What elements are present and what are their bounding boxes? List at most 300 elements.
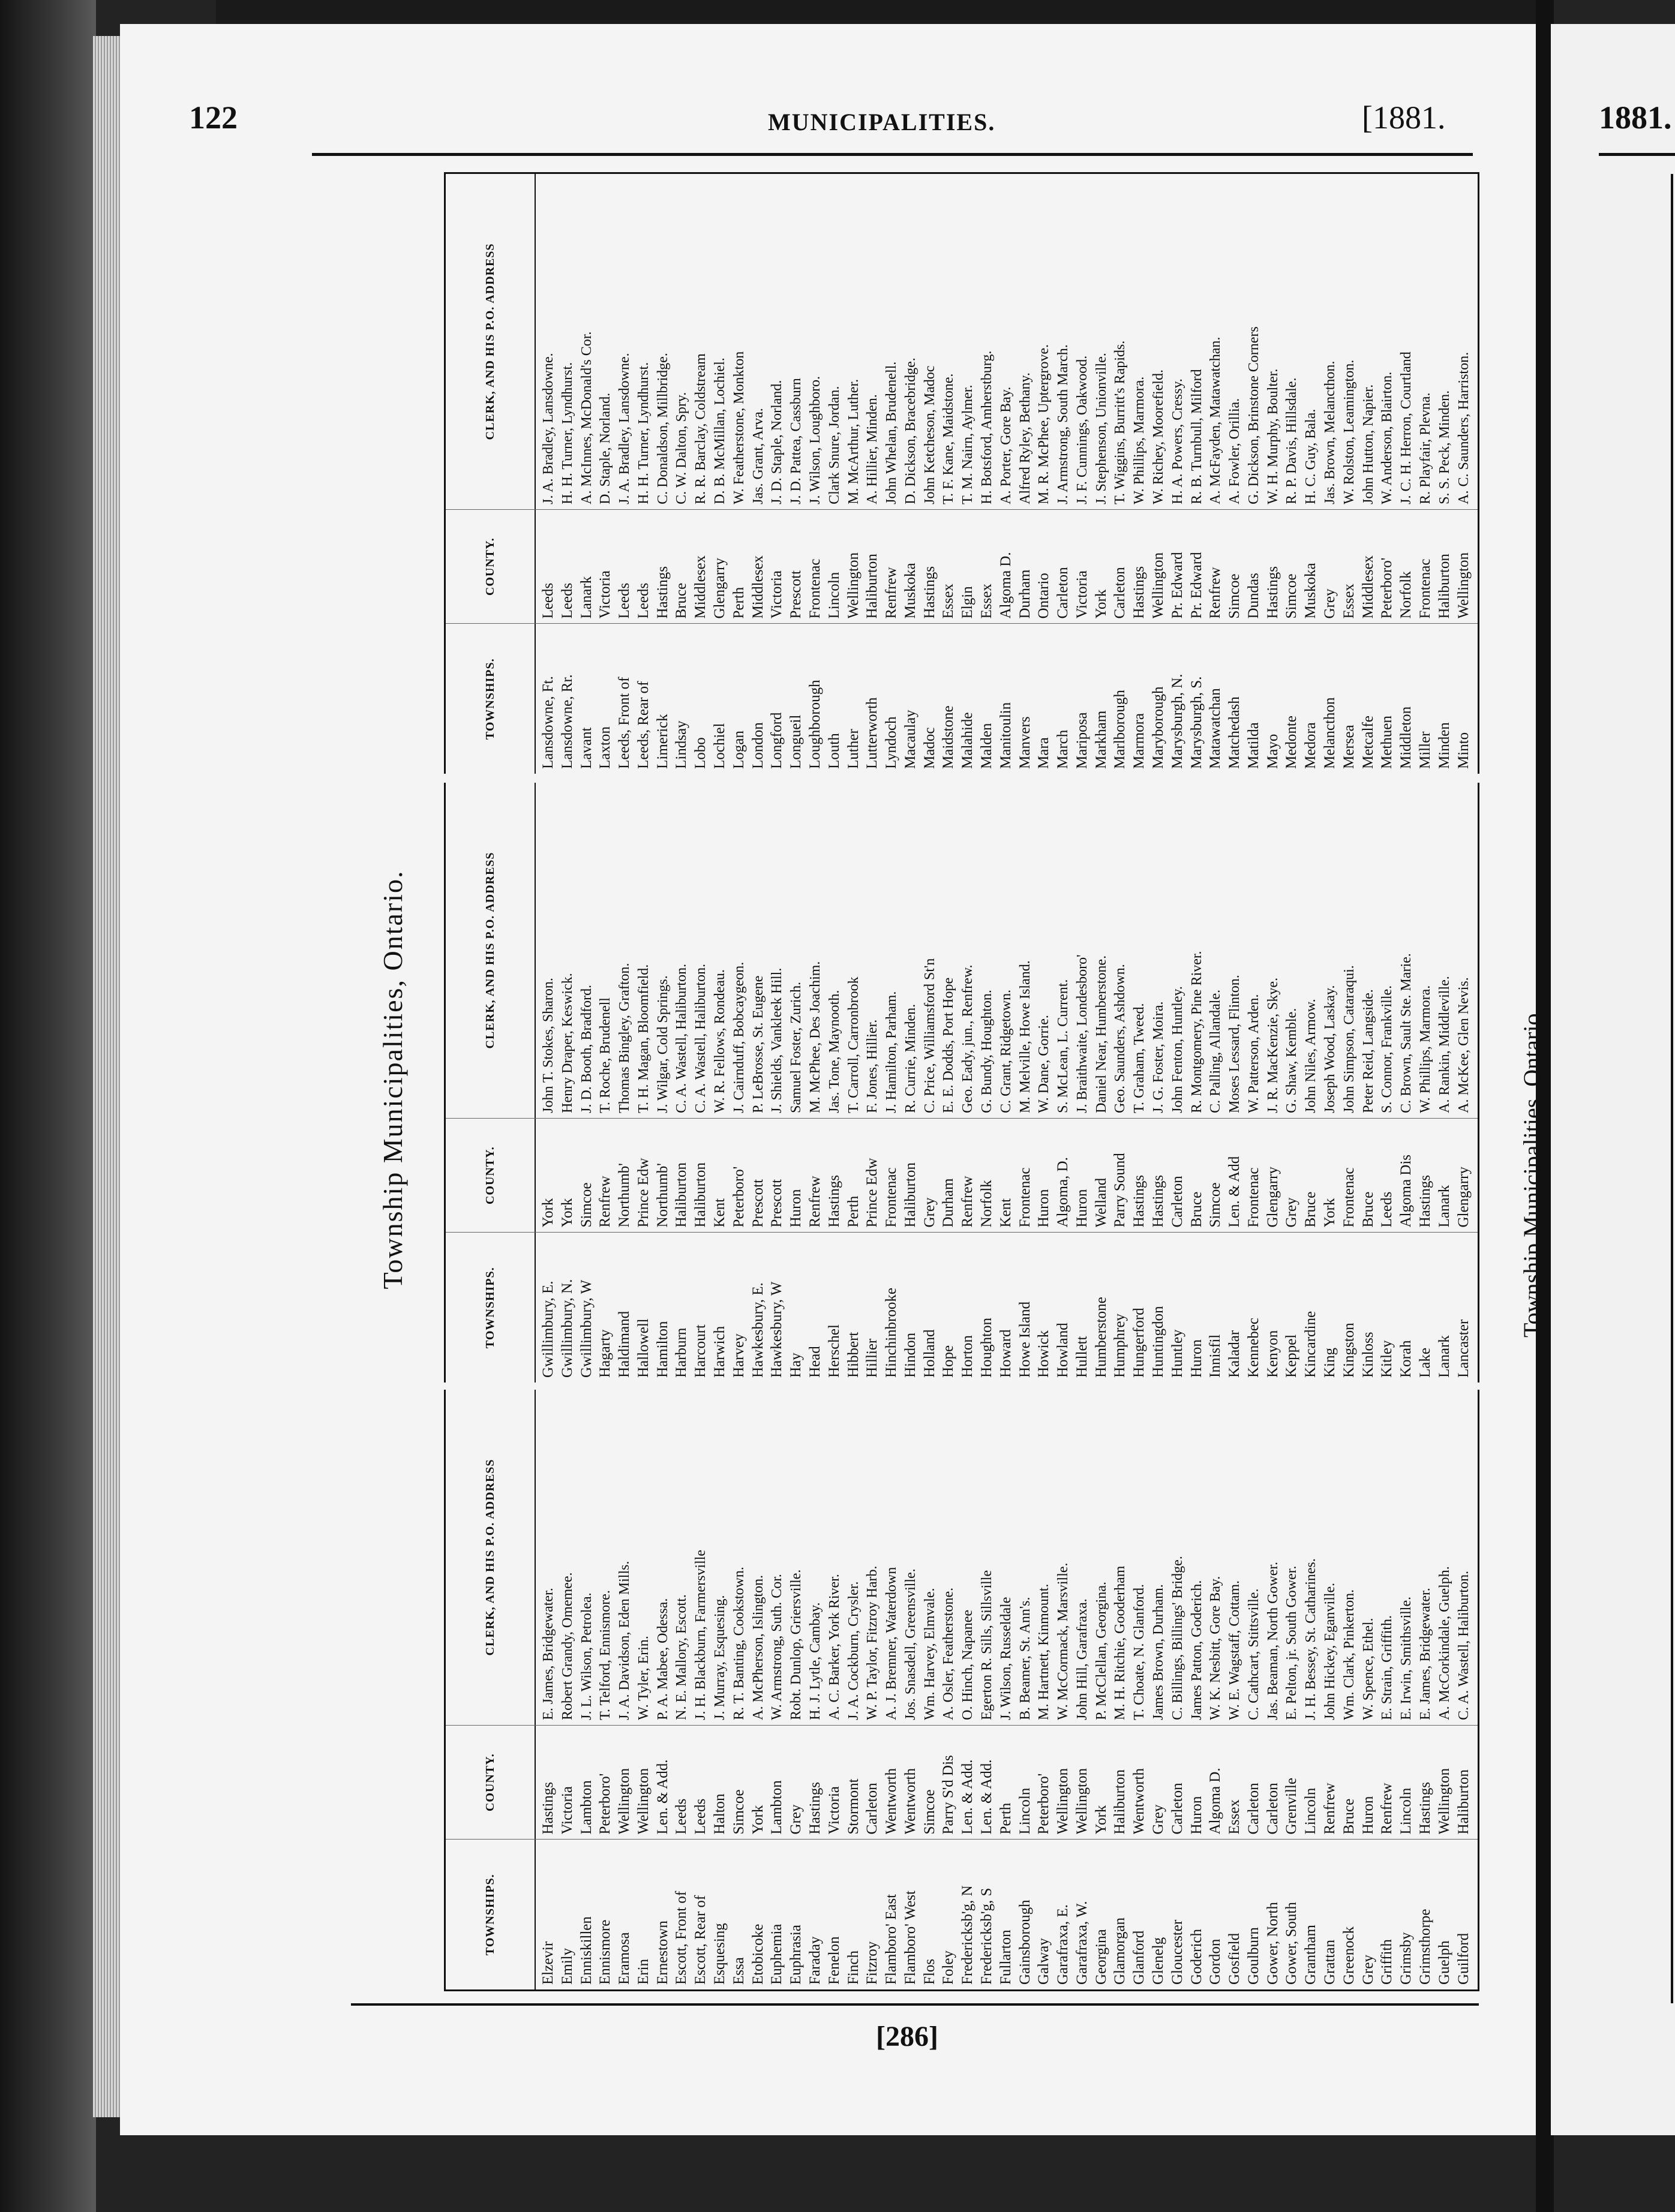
clerk-cell: J. Stephenson, Unionville. xyxy=(1093,353,1109,504)
township-cell: Enniskillen xyxy=(578,1916,595,1985)
clerk-cell: R. B. Turnbull, Milford xyxy=(1188,369,1205,504)
county-cell: Carleton xyxy=(1264,1783,1281,1835)
county-cell: York xyxy=(749,1805,766,1835)
township-cell: Harcourt xyxy=(692,1324,709,1378)
clerk-cell: W. R. Fellows, Rondeau. xyxy=(712,969,728,1113)
township-cell: Lancaster xyxy=(1455,1319,1472,1378)
county-cell: Leeds xyxy=(559,582,575,619)
township-cell: Fredericksb'g, N xyxy=(959,1885,976,1985)
county-cell: Glengarry xyxy=(1455,1167,1472,1228)
clerk-cell: A. McCorkindale, Guelph. xyxy=(1436,1566,1452,1720)
clerk-cell: G. Dickson, Brinstone Corners xyxy=(1245,326,1262,504)
county-cell: Wellington xyxy=(845,552,861,619)
county-cell: Renfrew xyxy=(959,1176,976,1228)
clerk-cell: John Simpson, Cataraqui. xyxy=(1341,965,1357,1113)
clerk-cell: H. C. Guy, Bala. xyxy=(1303,408,1319,504)
township-cell: Finch xyxy=(845,1950,861,1985)
township-cell: Marmora xyxy=(1131,713,1148,769)
clerk-cell: T. Roche, Brudenell xyxy=(598,997,614,1113)
clerk-cell: Joseph Wood, Laskay. xyxy=(1322,985,1338,1113)
column-header-townships: TOWNSHIPS. xyxy=(446,1840,536,1990)
column-header-county: COUNTY. xyxy=(446,510,536,624)
township-cell: Melancthon xyxy=(1322,697,1338,769)
clerk-cell: A. McInnes, McDonald's Cor. xyxy=(578,331,595,504)
clerk-cell: C. Cathcart, Stittsville. xyxy=(1245,1588,1262,1720)
township-cell: Euphrasia xyxy=(788,1925,805,1985)
county-cell: Welland xyxy=(1092,1177,1109,1228)
townships-column xyxy=(446,1840,1478,1990)
county-list xyxy=(536,1119,1478,1233)
township-cell: Etobicoke xyxy=(749,1924,766,1985)
township-cell: Metcalfe xyxy=(1359,716,1376,769)
county-cell: Victoria xyxy=(1073,570,1090,619)
township-cell: Limerick xyxy=(654,714,671,769)
township-cell: Fullarton xyxy=(997,1930,1014,1985)
clerk-cell: J. Wilson, Russeldale xyxy=(998,1597,1014,1720)
county-cell: Wellington xyxy=(1455,552,1472,619)
township-cell: Gwillimbury, N. xyxy=(559,1279,575,1378)
county-cell: Norfolk xyxy=(1398,571,1415,619)
county-cell: Huron xyxy=(1073,1189,1090,1228)
county-cell: Perth xyxy=(730,587,747,619)
township-cell: Eramosa xyxy=(616,1932,633,1985)
clerk-cell: W. McCormack, Marsville. xyxy=(1055,1562,1071,1720)
township-cell: Hungerford xyxy=(1131,1308,1148,1378)
township-cell: Garafraxa, E. xyxy=(1055,1904,1071,1985)
county-cell: Hastings xyxy=(806,1782,823,1835)
scan-top-border xyxy=(216,0,1554,24)
clerk-cell: S. McLean, L. Current. xyxy=(1055,979,1071,1113)
county-cell: Hastings xyxy=(1131,1175,1148,1228)
county-cell: Hastings xyxy=(1264,566,1281,619)
county-cell: Leeds xyxy=(540,582,556,619)
clerk-cell: James Brown, Durham. xyxy=(1151,1584,1166,1720)
scan-left-margin xyxy=(0,0,96,2212)
township-cell: Gower, North xyxy=(1264,1902,1281,1985)
clerk-cell: E. James, Bridgewater. xyxy=(541,1588,556,1720)
township-cell: Fenelon xyxy=(826,1936,842,1985)
township-cell: Matilda xyxy=(1245,722,1262,769)
clerk-cell: W. P. Taylor, Fitzroy Harb. xyxy=(864,1565,881,1720)
clerk-cell: Alfred Ryley, Bethany. xyxy=(1017,372,1033,504)
clerk-cell: Geo. Saunders, Ashdown. xyxy=(1112,964,1128,1113)
clerk-cell: John Hill, Garafraxa. xyxy=(1074,1598,1090,1720)
county-cell: Hastings xyxy=(1131,566,1148,619)
township-cell: March xyxy=(1055,729,1071,769)
township-cell: Korah xyxy=(1398,1340,1415,1378)
clerk-cell: John Ketcheson, Madoc xyxy=(921,365,938,504)
clerk-cell: O. Hinch, Napanee xyxy=(960,1609,976,1720)
clerk-cell: Clark Snure, Jordan. xyxy=(826,386,842,504)
township-cell: Longueil xyxy=(788,714,805,769)
county-cell: Pr. Edward xyxy=(1188,552,1205,619)
county-cell: Haliburton xyxy=(1112,1769,1128,1835)
township-cell: Manvers xyxy=(1016,716,1033,769)
township-cell: Euphemia xyxy=(769,1924,785,1985)
clerk-cell: J. A. Davidson, Eden Mills. xyxy=(617,1561,633,1720)
township-cell: Foley xyxy=(940,1950,957,1985)
page-year: [1881. xyxy=(1362,100,1446,136)
clerk-cell: Jas. Brown, Melancthon. xyxy=(1322,360,1338,504)
county-cell: Wellington xyxy=(1436,1768,1452,1835)
township-cell: Hope xyxy=(940,1345,957,1378)
county-cell: Peterboro' xyxy=(730,1166,747,1228)
county-cell: Wellington xyxy=(1055,1768,1071,1835)
clerk-cell: C. Grant, Ridgetown. xyxy=(998,989,1014,1113)
county-cell: Haliburton xyxy=(1455,1769,1472,1835)
county-cell: Muskoka xyxy=(1302,563,1319,619)
county-cell: Leeds xyxy=(673,1798,690,1835)
clerk-cell: P. A. Mabee, Odessa. xyxy=(655,1598,671,1720)
clerk-cell: A. Porter, Gore Bay. xyxy=(998,386,1014,504)
county-cell: Grey xyxy=(1322,588,1338,619)
clerk-cell: T. M. Nairn, Aylmer. xyxy=(960,384,976,504)
township-cell: Medora xyxy=(1302,722,1319,769)
county-cell: Glengarry xyxy=(712,558,728,619)
clerk-cell: M. R. McPhee, Uptergrove. xyxy=(1036,344,1052,504)
township-cell: Miller xyxy=(1416,731,1433,769)
township-cell: Hawkesbury, W xyxy=(769,1281,785,1378)
county-cell: Bruce xyxy=(673,582,690,619)
page-number: 122 xyxy=(189,100,238,136)
clerk-cell: John Whelan, Brudenell. xyxy=(884,361,900,504)
clerk-cell: T. Carroll, Carronbrook xyxy=(845,976,861,1113)
clerk-cell: W. Spence, Ethel. xyxy=(1360,1618,1376,1720)
clerk-cell: A. McKee, Glen Nevis. xyxy=(1455,977,1472,1113)
county-cell: Frontenac xyxy=(806,558,823,619)
county-cell: Simcoe xyxy=(730,1789,747,1835)
clerk-cell: J. A. Cockburn, Crysler. xyxy=(845,1581,861,1720)
county-cell: York xyxy=(559,1198,575,1228)
county-cell: Prince Edw xyxy=(864,1158,881,1228)
county-cell: Huron xyxy=(1035,1189,1052,1228)
county-cell: Ontario xyxy=(1035,573,1052,619)
county-cell: Frontenac xyxy=(1016,1167,1033,1228)
clerk-cell: M. H. Ritchie, Gooderham xyxy=(1112,1565,1128,1720)
county-cell: Victoria xyxy=(826,1786,842,1835)
township-cell: Emily xyxy=(559,1947,575,1985)
township-cell: Laxton xyxy=(597,726,614,769)
township-cell: Lanark xyxy=(1436,1335,1452,1378)
county-cell: Prince Edw xyxy=(635,1158,652,1228)
township-cell: Grimsby xyxy=(1398,1932,1415,1985)
clerk-column xyxy=(446,783,1478,1118)
clerk-column xyxy=(446,174,1478,509)
county-cell: Simcoe xyxy=(921,1789,938,1835)
township-cell: Innisfil xyxy=(1207,1334,1224,1378)
township-cell: Erin xyxy=(635,1958,652,1985)
township-cell: Mersea xyxy=(1340,725,1357,769)
township-cell: Hay xyxy=(788,1353,805,1378)
column-header-county: COUNTY. xyxy=(446,1119,536,1233)
clerk-cell: J. Shields, Vankleek Hill. xyxy=(769,967,785,1113)
county-cell: Renfrew xyxy=(1379,1783,1395,1835)
township-cell: Guilford xyxy=(1455,1933,1472,1985)
clerk-cell: John T. Stokes, Sharon. xyxy=(541,978,556,1113)
township-cell: Ennismore xyxy=(597,1919,614,1985)
township-cell: Ernestown xyxy=(654,1921,671,1985)
clerk-list xyxy=(536,174,1478,509)
clerk-cell: W. Armstrong, Suth. Cor. xyxy=(769,1574,785,1720)
township-cell: Matchedash xyxy=(1226,696,1243,769)
county-cell: Carleton xyxy=(1245,1783,1262,1835)
county-cell: Wentworth xyxy=(883,1768,900,1835)
township-cell: Marysburgh, S. xyxy=(1188,676,1205,769)
township-cell: Minto xyxy=(1455,732,1472,769)
county-cell: Parry S'd Dis xyxy=(940,1755,957,1835)
township-cell: Escott, Front of xyxy=(673,1891,690,1985)
county-cell: Carleton xyxy=(1055,567,1071,619)
township-cell: Gower, South xyxy=(1283,1902,1300,1985)
table-title: Township Municipalities, Ontario. xyxy=(377,870,408,1290)
township-cell: Lavant xyxy=(578,727,595,769)
county-cell: Carleton xyxy=(1112,567,1128,619)
township-cell: King xyxy=(1322,1348,1338,1378)
clerk-list xyxy=(536,1390,1478,1725)
clerk-cell: J. R. MacKenzie, Skye. xyxy=(1265,977,1281,1113)
township-cell: Kingston xyxy=(1340,1323,1357,1378)
clerk-cell: J. Armstrong, South March. xyxy=(1055,344,1071,504)
township-cell: Kennebec xyxy=(1245,1318,1262,1378)
clerk-cell: H. A. Powers, Cressy. xyxy=(1169,378,1185,504)
table-block-3 xyxy=(444,172,1479,774)
county-cell: Middlesex xyxy=(692,555,709,619)
clerk-cell: J. Cairnduff, Bobcaygeon. xyxy=(731,961,747,1113)
facing-table-border xyxy=(1671,174,1673,2003)
county-cell: York xyxy=(1322,1198,1338,1228)
county-cell: Perth xyxy=(845,1195,861,1228)
clerk-cell: Egerton R. Sills, Sillsville xyxy=(978,1570,995,1720)
county-cell: Glengarry xyxy=(1264,1167,1281,1228)
clerk-cell: T. Wiggins, Burritt's Rapids. xyxy=(1112,340,1128,504)
clerk-cell: E. Irwin, Smithsville. xyxy=(1398,1596,1415,1720)
township-cell: Flamboro' West xyxy=(902,1891,918,1985)
township-cell: Glamorgan xyxy=(1112,1917,1128,1985)
township-cell: Marlborough xyxy=(1112,690,1128,769)
clerk-cell: J. C. H. Herron, Courtland xyxy=(1398,351,1415,504)
township-cell: Garafraxa, W. xyxy=(1073,1901,1090,1985)
clerk-cell: C. A. Wastell, Haliburton. xyxy=(1455,1570,1472,1720)
clerk-cell: C. A. Wastell, Haliburton. xyxy=(693,963,709,1113)
township-cell: Mariposa xyxy=(1073,712,1090,769)
column-header-county: COUNTY. xyxy=(446,1726,536,1840)
clerk-cell: D. Staple, Norland. xyxy=(598,392,614,504)
clerk-cell: A. Osler, Featherstone. xyxy=(941,1587,957,1720)
clerk-cell: C. Price, Williamsford St'n xyxy=(921,958,938,1113)
county-cell: Wellington xyxy=(635,1768,652,1835)
township-cell: Harvey xyxy=(730,1333,747,1378)
clerk-cell: R. Playfair, Plevna. xyxy=(1417,392,1433,504)
township-cell: Haldimand xyxy=(616,1311,633,1378)
clerk-cell: Robt. Dunlop, Griersville. xyxy=(788,1569,805,1720)
clerk-cell: A. McPherson, Islington. xyxy=(750,1574,766,1720)
clerk-cell: W. Featherstone, Monkton xyxy=(731,351,747,504)
clerk-cell: Wm. Clark, Pinkerton. xyxy=(1341,1589,1357,1720)
clerk-cell: W. Rolston, Leamington. xyxy=(1341,359,1357,504)
township-cell: Lochiel xyxy=(712,723,728,769)
township-cell: Louth xyxy=(826,733,842,769)
clerk-cell: E. E. Dodds, Port Hope xyxy=(941,977,957,1113)
clerk-cell: A. Hillier, Minden. xyxy=(864,394,881,504)
township-cell: Harburn xyxy=(673,1327,690,1378)
township-cell: Horton xyxy=(959,1335,976,1378)
clerk-cell: H. H. Turner, Lyndhurst. xyxy=(559,362,575,504)
county-cell: Haliburton xyxy=(692,1162,709,1228)
township-cell: Middleton xyxy=(1398,706,1415,769)
county-cell: Durham xyxy=(1016,569,1033,619)
clerk-cell: A. C. Barker, York River. xyxy=(826,1574,842,1720)
county-cell: Len. & Add. xyxy=(959,1759,976,1835)
township-cell: Kitley xyxy=(1379,1340,1395,1378)
township-cell: Mara xyxy=(1035,737,1052,769)
township-cell: Hillier xyxy=(864,1338,881,1378)
county-cell: Grey xyxy=(788,1804,805,1835)
clerk-cell: R. P. Davis, Hillsdale. xyxy=(1284,377,1300,504)
county-cell: Hastings xyxy=(654,566,671,619)
township-cell: Malahide xyxy=(959,712,976,769)
clerk-cell: John Fenton, Huntley. xyxy=(1169,986,1185,1113)
clerk-cell: S. S. Peck, Minden. xyxy=(1436,390,1452,504)
township-cell: Manitoulin xyxy=(997,702,1014,769)
clerk-cell: W. Phillips, Marmora. xyxy=(1417,985,1433,1113)
township-cell: Howick xyxy=(1035,1330,1052,1378)
clerk-cell: J. Braithwaite, Londesboro' xyxy=(1074,954,1090,1113)
county-cell: Haliburton xyxy=(1436,554,1452,619)
county-cell: Victoria xyxy=(597,570,614,619)
township-cell: Gwillimbury, W xyxy=(578,1279,595,1378)
township-cell: Longford xyxy=(769,712,785,769)
county-cell: Essex xyxy=(978,584,995,619)
township-cell: Fredericksb'g, S xyxy=(978,1888,995,1985)
clerk-cell: C. Donaldson, Millbridge. xyxy=(655,353,671,504)
county-cell: Wentworth xyxy=(1131,1768,1148,1835)
county-cell: Parry Sound xyxy=(1112,1153,1128,1228)
clerk-cell: Wm. Harvey, Elmvale. xyxy=(921,1588,938,1720)
township-cell: Fitzroy xyxy=(864,1941,881,1985)
county-cell: Wellington xyxy=(616,1768,633,1835)
clerk-cell: W. Patterson, Arden. xyxy=(1245,994,1262,1113)
column-header-clerk: CLERK, AND HIS P.O. ADDRESS xyxy=(446,1390,536,1725)
clerk-cell: W. Phillips, Marmora. xyxy=(1131,376,1148,504)
township-cell: Minden xyxy=(1436,722,1452,769)
clerk-cell: M. Hartnett, Kinmount. xyxy=(1036,1583,1052,1720)
clerk-cell: J. D. Staple, Norland. xyxy=(769,380,785,504)
county-cell: Carleton xyxy=(1169,1176,1185,1228)
clerk-cell: Robert Grandy, Omemee. xyxy=(559,1572,575,1720)
county-column xyxy=(446,509,1478,624)
county-cell: Kent xyxy=(997,1198,1014,1228)
clerk-cell: E. Pelton, jr. South Gower. xyxy=(1284,1565,1300,1720)
facing-page xyxy=(1551,24,1675,2135)
township-cell: Lutterworth xyxy=(864,697,881,769)
county-cell: Prescott xyxy=(749,1179,766,1228)
clerk-cell: J. G. Foster, Moira. xyxy=(1151,1001,1166,1113)
county-cell: Leeds xyxy=(616,582,633,619)
township-cell: Grantham xyxy=(1302,1925,1319,1985)
county-cell: Victoria xyxy=(559,1786,575,1835)
county-cell: Lincoln xyxy=(1302,1787,1319,1835)
township-cell: Hawkesbury, E. xyxy=(749,1282,766,1378)
county-cell: Lincoln xyxy=(1016,1787,1033,1835)
county-cell: Lincoln xyxy=(826,572,842,619)
clerk-cell: Jos. Snasdell, Greensville. xyxy=(902,1568,918,1720)
township-cell: Humphrey xyxy=(1112,1314,1128,1378)
county-cell: Essex xyxy=(1340,584,1357,619)
county-cell: Pr. Edward xyxy=(1169,552,1185,619)
clerk-cell: W. H. Murphy, Boulter. xyxy=(1265,368,1281,504)
county-cell: Simcoe xyxy=(1207,1182,1224,1228)
township-cell: Medonte xyxy=(1283,716,1300,769)
township-cell: Leeds, Rear of xyxy=(635,681,652,769)
clerk-cell: Henry Draper, Keswick. xyxy=(559,973,575,1113)
county-cell: Prescott xyxy=(788,570,805,619)
township-cell: Howe Island xyxy=(1016,1301,1033,1378)
clerk-cell: S. Connor, Frankville. xyxy=(1379,985,1395,1113)
clerk-cell: C. Billings, Billings' Bridge. xyxy=(1169,1556,1185,1720)
county-cell: Perth xyxy=(997,1802,1014,1835)
county-cell: Haliburton xyxy=(902,1162,918,1228)
township-cell: Methuen xyxy=(1379,716,1395,769)
facing-header-rule xyxy=(1599,153,1675,156)
column-header-clerk: CLERK, AND HIS P.O. ADDRESS xyxy=(446,174,536,509)
township-cell: Gainsborough xyxy=(1016,1900,1033,1985)
clerk-cell: J. Hamilton, Parham. xyxy=(884,991,900,1113)
county-cell: Victoria xyxy=(769,570,785,619)
county-cell: Leeds xyxy=(635,582,652,619)
township-cell: Hibbert xyxy=(845,1332,861,1378)
clerk-cell: J. L. Wilson, Petrolea. xyxy=(578,1592,595,1720)
township-cell: Flamboro' East xyxy=(883,1894,900,1985)
county-cell: Wellington xyxy=(1073,1768,1090,1835)
clerk-cell: T. Graham, Tweed. xyxy=(1131,1003,1148,1113)
clerk-cell: J. Wilgar, Cold Springs. xyxy=(655,975,671,1113)
county-cell: Lanark xyxy=(578,576,595,619)
township-cell: Mayo xyxy=(1264,734,1281,769)
clerk-cell: A. C. Saunders, Harriston. xyxy=(1455,351,1472,504)
clerk-cell: W. Dane, Gorrie. xyxy=(1036,1015,1052,1113)
county-cell: Simcoe xyxy=(578,1182,595,1228)
clerk-cell: W. Anderson, Blairton. xyxy=(1379,371,1395,504)
clerk-cell: A. Rankin, Middleville. xyxy=(1436,976,1452,1113)
township-cell: Logan xyxy=(730,731,747,769)
county-cell: Hastings xyxy=(540,1782,556,1835)
township-cell: Esquesing xyxy=(712,1923,728,1985)
catalog-number: [286] xyxy=(876,2021,938,2052)
county-cell: Huron xyxy=(1188,1796,1205,1835)
county-cell: Hastings xyxy=(921,566,938,619)
county-cell: Wentworth xyxy=(902,1768,918,1835)
clerk-cell: D. Dickson, Bracebridge. xyxy=(902,357,918,504)
township-cell: Lyndoch xyxy=(883,716,900,769)
county-cell: Algoma D. xyxy=(997,552,1014,619)
township-cell: Huntingdon xyxy=(1150,1306,1166,1378)
clerk-cell: E. Strain, Griffith. xyxy=(1379,1615,1395,1720)
township-cell: Lansdowne, Ft. xyxy=(540,676,556,769)
township-cell: Matawatchan xyxy=(1207,688,1224,769)
column-header-townships: TOWNSHIPS. xyxy=(446,1233,536,1383)
county-cell: Middlesex xyxy=(1359,555,1376,619)
county-cell: Frontenac xyxy=(1416,558,1433,619)
county-cell: Lanark xyxy=(1436,1185,1452,1228)
clerk-cell: Thomas Bingley, Grafton. xyxy=(617,963,633,1113)
county-cell: Hastings xyxy=(1416,1782,1433,1835)
township-cell: Hallowell xyxy=(635,1318,652,1378)
county-cell: Frontenac xyxy=(1340,1167,1357,1228)
clerk-cell: C. W. Dalton, Spry. xyxy=(674,392,690,504)
table-block-2 xyxy=(444,783,1479,1382)
clerk-cell: J. D. Pattea, Cassburn xyxy=(788,378,805,504)
clerk-cell: R. T. Banting, Cookstown. xyxy=(731,1567,747,1720)
